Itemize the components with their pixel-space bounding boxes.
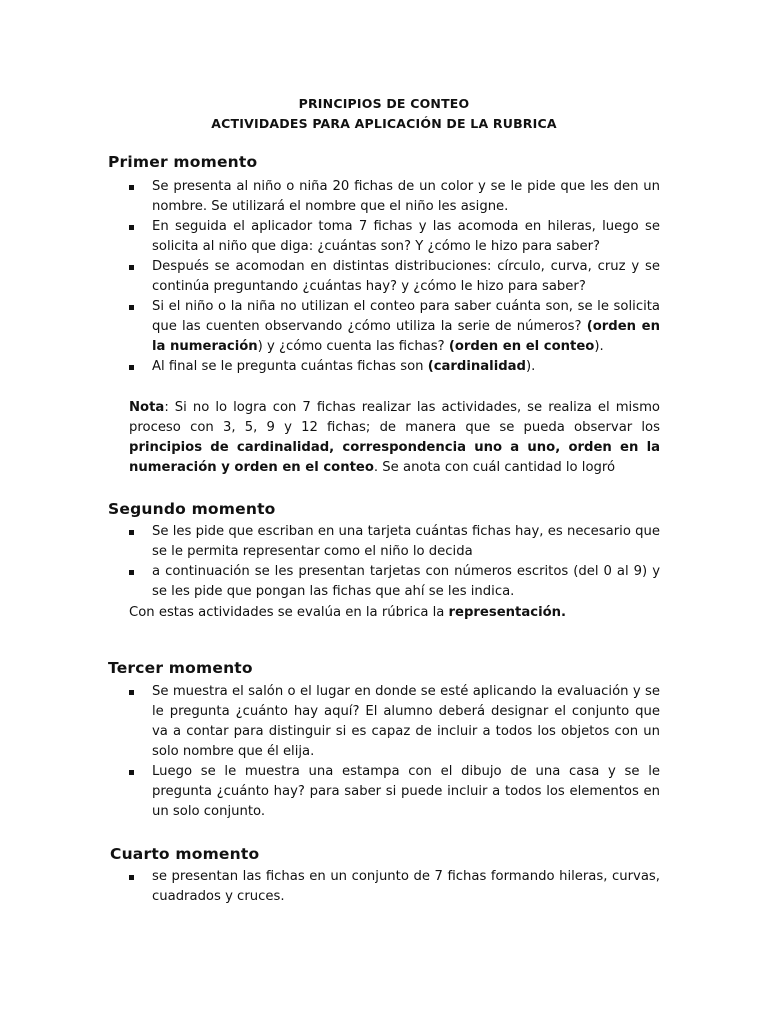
list-item: En seguida el aplicador toma 7 fichas y las acomoda en hileras, luego se solicita al niño que diga: ¿cuántas son? Y ¿cómo le hizo para saber? <box>0 217 660 257</box>
list-item: se presentan las fichas en un conjunto de 7 fichas formando hileras, curvas, cuadrados y cruces. <box>0 867 660 907</box>
list-item: Después se acomodan en distintas distribuciones: círculo, curva, cruz y se continúa preguntando ¿cuántas hay? y ¿cómo le hizo para saber? <box>0 257 660 297</box>
bold-text: representación. <box>448 605 567 620</box>
text-run: ). <box>526 359 536 374</box>
text-run: . Se anota con cuál cantidad lo logró <box>373 460 616 475</box>
text-run: ). <box>594 339 604 354</box>
section-list-tercer <box>0 682 660 822</box>
document-titles <box>0 94 768 134</box>
list-item: Se les pide que escriban en una tarjeta cuántas fichas hay, es necesario que se le permita representar como el niño lo decida <box>0 522 660 562</box>
section-list-primer <box>0 177 660 377</box>
section-list-segundo <box>0 522 660 602</box>
list-item <box>0 357 660 377</box>
note-label: Nota <box>129 400 165 415</box>
evaluation-paragraph <box>129 603 660 623</box>
list-item: Luego se le muestra una estampa con el dibujo de una casa y se le pregunta ¿cuánto hay? para saber si puede incluir a todos los elementos en un solo conjunto. <box>0 762 660 822</box>
document-title: PRINCIPIOS DE CONTEO <box>298 96 470 111</box>
text-run: ) y ¿cómo cuenta las fichas? <box>257 339 449 354</box>
list-item: a continuación se les presentan tarjetas con números escritos (del 0 al 9) y se les pide que pongan las fichas que ahí se les indica. <box>0 562 660 602</box>
text-run: : Si no lo logra con 7 fichas realizar las actividades, se realiza el mismo proceso con 3, 5, 9 y 12 fichas; de manera que se pueda observar los <box>129 400 660 435</box>
bold-text: (orden en la numeración <box>152 319 660 354</box>
list-item: Se muestra el salón o el lugar en donde se esté aplicando la evaluación y se le pregunta ¿cuánto hay aquí? El alumno deberá designar el conjunto que va a contar para distinguir si es capaz de incluir a todos los objetos con un solo nombre que él elija. <box>0 682 660 762</box>
text-run: Al final se le pregunta cuántas fichas son <box>152 359 428 374</box>
section-heading-cuarto: Cuarto momento <box>110 845 260 863</box>
text-run: Si el niño o la niña no utilizan el conteo para saber cuánta son, se le solicita que las cuenten observando ¿cómo utiliza la serie de números? <box>152 299 660 334</box>
text-run: Con estas actividades se evalúa en la rúbrica la <box>129 605 449 620</box>
section-heading-primer: Primer momento <box>108 153 258 171</box>
list-item <box>0 297 660 357</box>
section-list-cuarto <box>0 867 660 907</box>
bold-text: (orden en el conteo <box>448 339 595 354</box>
note-paragraph <box>129 398 660 478</box>
document-subtitle: ACTIVIDADES PARA APLICACIÓN DE LA RUBRICA <box>211 116 557 131</box>
list-item: Se presenta al niño o niña 20 fichas de un color y se le pide que les den un nombre. Se utilizará el nombre que el niño les asigne. <box>0 177 660 217</box>
section-heading-tercer: Tercer momento <box>108 659 253 677</box>
bold-text: principios de cardinalidad, correspondencia uno a uno, orden en la numeración y orden en el conteo <box>129 440 660 475</box>
section-heading-segundo: Segundo momento <box>108 500 276 518</box>
bold-text: (cardinalidad <box>427 359 527 374</box>
